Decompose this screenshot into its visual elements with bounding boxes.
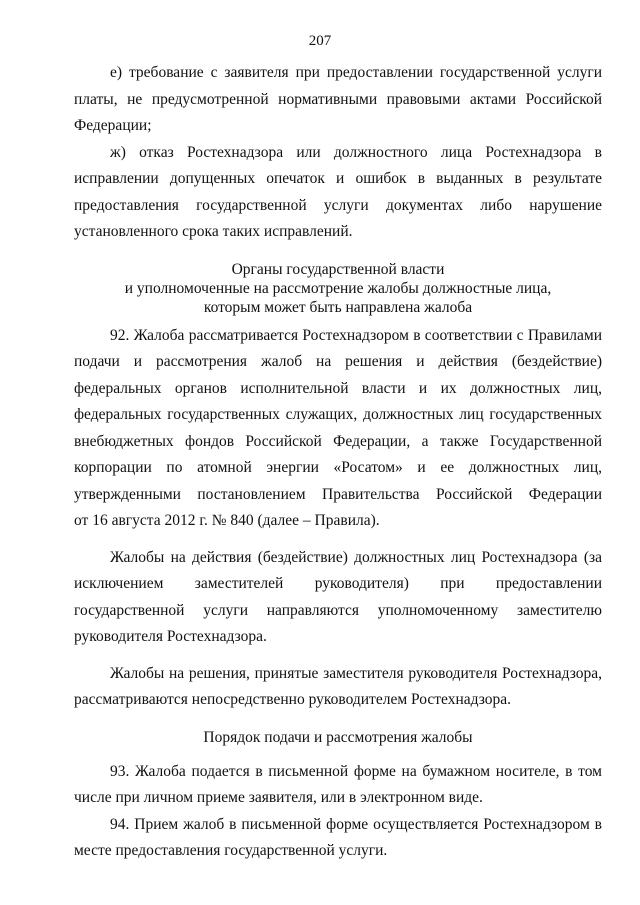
paragraph-93: 93. Жалоба подается в письменной форме на бумажном носителе, в том числе при личном приеме заявителя, или в электронном виде. [74, 762, 602, 806]
heading-line: и уполномоченные на рассмотрение жалобы должностные лица, [124, 279, 552, 297]
heading-line: Органы государственной власти [231, 260, 445, 278]
paragraph-complaints-decisions: Жалобы на решения, принятые заместителя руководителя Ростехнадзора, рассматриваются непосредственно руководителем Ростехнадзора. [74, 664, 602, 708]
paragraph-94: 94. Прием жалоб в письменной форме осуществляется Ростехнадзором в месте предоставления государственной услуги. [74, 815, 602, 859]
paragraph-92: 92. Жалоба рассматривается Ростехнадзором в соответствии с Правилами подачи и рассмотрения жалоб на решения и действия (бездействие) федеральных органов исполнительной власти и их должностных лиц, федеральных государственных служащих, должностных лиц государственных внебюджетных фондов Российской Федерации, а также Государственной корпорации по атомной энергии «Росатом» и ее должностных лиц, утвержденными постановлением Правительства Российской Федерации [74, 326, 602, 503]
section-heading-authorities [74, 260, 602, 317]
document-body [74, 60, 602, 865]
paragraph-92-tail: от 16 августа 2012 г. № 840 (далее – Правила). [74, 512, 380, 529]
paragraph-e: е) требование с заявителя при предоставлении государственной услуги платы, не предусмотренной нормативными правовыми актами Российской Федерации; [74, 64, 602, 134]
paragraph-complaints-actions: Жалобы на действия (бездействие) должностных лиц Ростехнадзора (за исключением заместителей руководителя) при предоставлении государственной услуги направляются уполномоченному заместителю руководителя Ростехнадзора. [74, 548, 602, 645]
page-number: 207 [308, 33, 332, 49]
section-heading-procedure: Порядок подачи и рассмотрения жалобы [203, 728, 473, 746]
heading-line: которым может быть направлена жалоба [203, 298, 473, 316]
paragraph-zh: ж) отказ Ростехнадзора или должностного лица Ростехнадзора в исправлении допущенных опечаток и ошибок в выданных в результате предоставления государственной услуги документах либо нарушение установленного срока таких исправлений. [74, 143, 602, 240]
